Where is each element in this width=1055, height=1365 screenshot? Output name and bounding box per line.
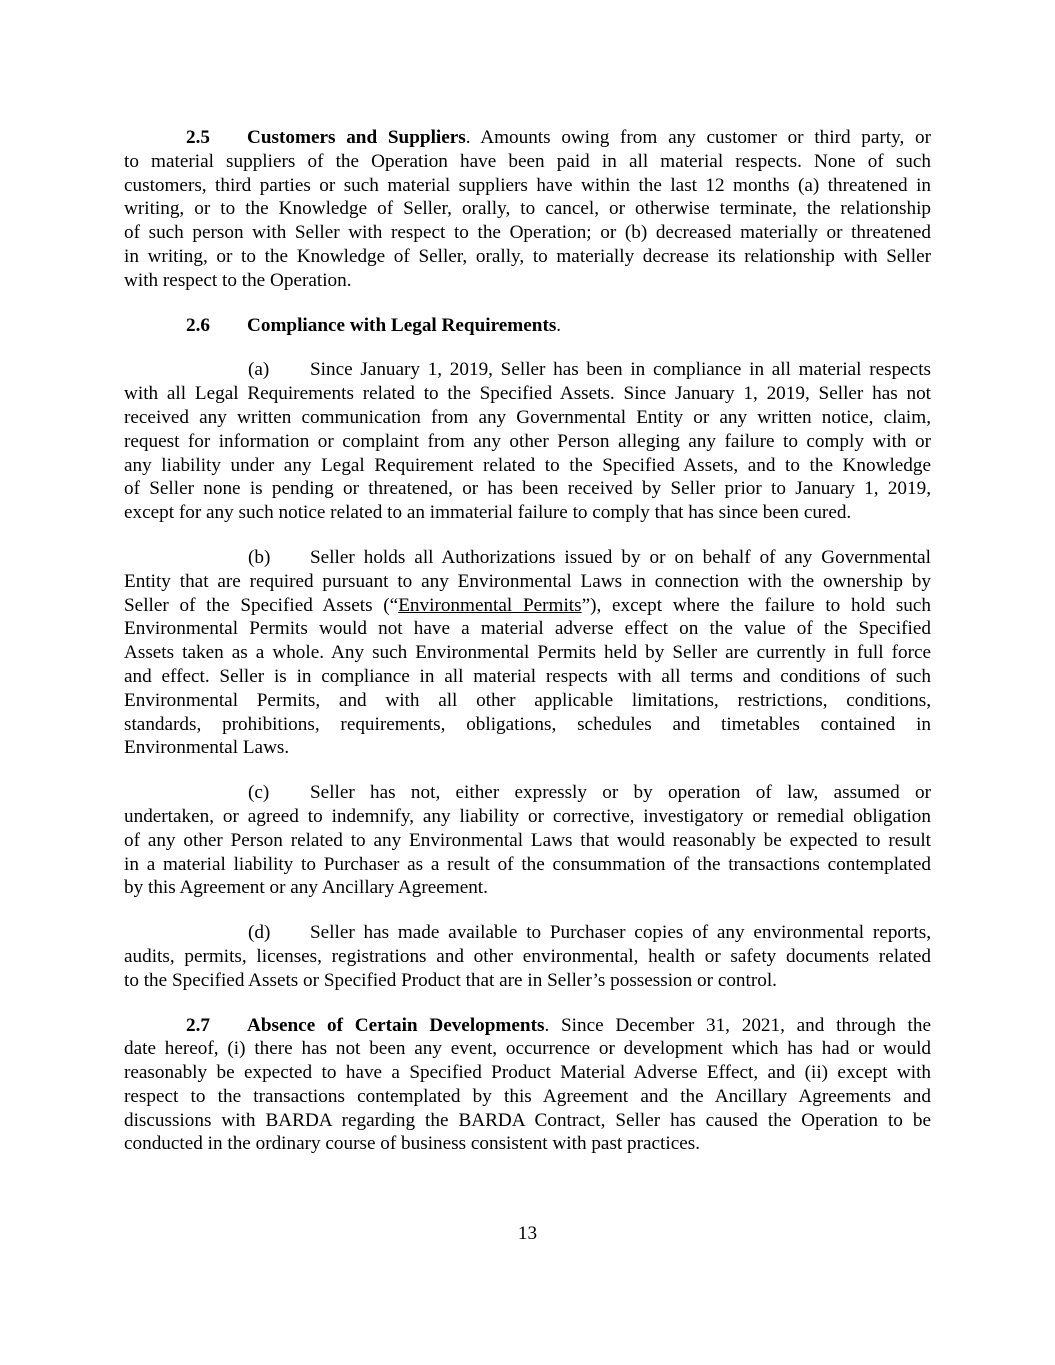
body-line: in writing, or to the Knowledge of Seller, orally, to materially decrease its relationship with Seller [124, 245, 931, 267]
section-2-7 [124, 1014, 931, 1157]
subsection-b [124, 546, 931, 760]
body-line: in a material liability to Purchaser as a result of the consummation of the transactions contemplated [124, 853, 931, 875]
body-line: Entity that are required pursuant to any Environmental Laws in connection with the ownership by [124, 570, 931, 592]
body-text: Since January 1, 2019, Seller has been in compliance in all material respects [310, 359, 931, 381]
subsection-first-line [124, 921, 931, 945]
heading-period: . [544, 1014, 550, 1036]
body-line: Environmental Permits, and with all other applicable limitations, restrictions, conditions, [124, 689, 931, 711]
body-text: ”), except where the failure to hold such [581, 594, 932, 616]
body-line: of Seller none is pending or threatened, or has been received by Seller prior to January 1, 2019, [124, 478, 931, 500]
heading-period: . [556, 314, 562, 336]
body-line: date hereof, (i) there has not been any event, occurrence or development which has had or would [124, 1038, 931, 1060]
section-heading: Absence of Certain Developments [247, 1014, 545, 1036]
section-heading: Compliance with Legal Requirements [247, 314, 557, 336]
subsection-d [124, 921, 931, 992]
body-line: discussions with BARDA regarding the BARDA Contract, Seller has caused the Operation to be [124, 1109, 931, 1131]
body-line: writing, or to the Knowledge of Seller, orally, to cancel, or otherwise terminate, the relationship [124, 198, 931, 220]
body-line: by this Agreement or any Ancillary Agreement. [124, 877, 488, 899]
body-line: respect to the transactions contemplated by this Agreement and the Ancillary Agreements and [124, 1085, 931, 1107]
body-line: and effect. Seller is in compliance in all material respects with all terms and conditions of such [124, 665, 931, 687]
body-line: Environmental Permits would not have a material adverse effect on the value of the Specified [124, 618, 931, 640]
section-number: 2.7 [186, 1014, 210, 1036]
body-line: request for information or complaint from any other Person alleging any failure to comply with or [124, 430, 931, 452]
body-text: Seller has not, either expressly or by operation of law, assumed or [310, 782, 931, 804]
body-line-defined-term [124, 594, 931, 618]
body-line: Environmental Laws. [124, 737, 290, 759]
body-line: with all Legal Requirements related to the Specified Assets. Since January 1, 2019, Seller has not [124, 383, 931, 405]
body-line: customers, third parties or such material suppliers have within the last 12 months (a) threatened in [124, 174, 931, 196]
body-line: undertaken, or agreed to indemnify, any liability or corrective, investigatory or remedial obligation [124, 805, 931, 827]
subsection-label: (c) [248, 782, 270, 804]
subsection-first-line [124, 781, 931, 805]
subsection-label: (a) [248, 359, 270, 381]
body-line: received any written communication from any Governmental Entity or any written notice, claim, [124, 406, 931, 428]
body-line: standards, prohibitions, requirements, obligations, schedules and timetables contained in [124, 713, 931, 735]
section-2-5 [124, 126, 931, 293]
section-heading: Customers and Suppliers [247, 127, 466, 148]
heading-period: . [465, 127, 471, 148]
section-number: 2.6 [186, 314, 210, 336]
section-number: 2.5 [186, 127, 210, 148]
subsection-first-line [124, 546, 931, 570]
body-line: conducted in the ordinary course of business consistent with past practices. [124, 1133, 701, 1155]
section-heading-line [124, 1014, 931, 1038]
body-text: Seller holds all Authorizations issued by or on behalf of any Governmental [310, 546, 931, 568]
section-heading-line [124, 126, 931, 150]
defined-term-environmental-permits: Environmental Permits [398, 594, 582, 616]
body-line: of any other Person related to any Environmental Laws that would reasonably be expected to result [124, 829, 931, 851]
body-text: Seller of the Specified Assets (“ [124, 594, 399, 616]
body-line: any liability under any Legal Requirement related to the Specified Assets, and to the Knowledge [124, 454, 931, 476]
body-line: reasonably be expected to have a Specified Product Material Adverse Effect, and (ii) except with [124, 1062, 931, 1084]
document-page [124, 126, 931, 1156]
subsection-label: (d) [248, 922, 271, 944]
body-text: Amounts owing from any customer or third party, or [480, 127, 931, 148]
body-text: Since December 31, 2021, and through the [561, 1014, 932, 1036]
subsection-label: (b) [248, 546, 271, 568]
subsection-c [124, 781, 931, 900]
page-number: 13 [517, 1223, 538, 1244]
subsection-first-line [124, 358, 931, 382]
section-heading-line [124, 314, 931, 338]
body-line: to the Specified Assets or Specified Product that are in Seller’s possession or control. [124, 969, 777, 991]
body-line: to material suppliers of the Operation have been paid in all material respects. None of such [124, 150, 931, 172]
subsection-a [124, 358, 931, 525]
body-line: with respect to the Operation. [124, 269, 352, 291]
body-line: except for any such notice related to an immaterial failure to comply that has since been cured. [124, 502, 852, 524]
body-line: audits, permits, licenses, registrations and other environmental, health or safety documents related [124, 945, 931, 967]
section-2-6 [124, 314, 931, 338]
body-text: Seller has made available to Purchaser copies of any environmental reports, [310, 922, 931, 944]
body-line: of such person with Seller with respect to the Operation; or (b) decreased materially or threatened [124, 222, 931, 244]
body-line: Assets taken as a whole. Any such Environmental Permits held by Seller are currently in full force [124, 642, 931, 664]
